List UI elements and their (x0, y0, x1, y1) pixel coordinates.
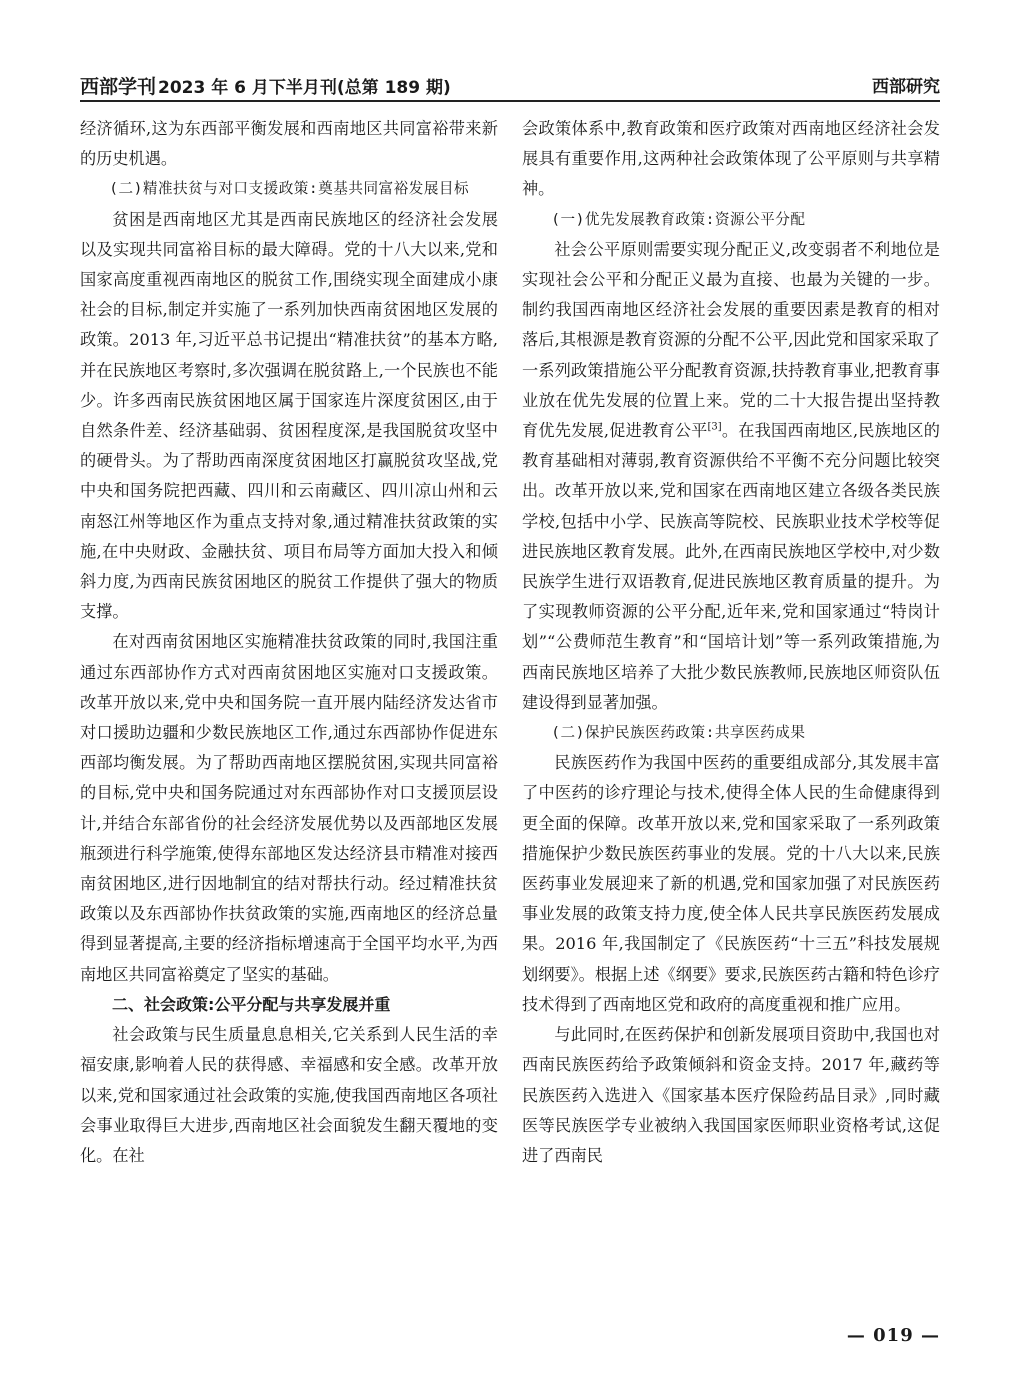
issue-info: 2023 年 6 月下半月刊(总第 189 期) (158, 78, 451, 98)
paragraph-text: 。在我国西南地区,民族地区的教育基础相对薄弱,教育资源供给不平衡不充分问题比较突出。改革开放以来,党和国家在西南地区建立各级各类民族学校,包括中小学、民族高等院校、民族职业技术学校等促进民族地区教育发展。此外,在西南民族地区学校中,对少数民族学生进行双语教育,促进民族地区教育质量的提升。为了实现教师资源的公平分配,近年来,党和国家通过“特岗计划”“公费师范生教育”和“国培计划”等一系列政策措施,为西南民族地区培养了大批少数民族教师,民族地区师资队伍建设得到显著加强。 (522, 421, 940, 712)
journal-logo: 西部学刊 (80, 76, 157, 98)
header-divider (80, 100, 940, 102)
section-name: 西部研究 (872, 77, 940, 97)
paragraph-continued: 经济循环,这为东西部平衡发展和西南地区共同富裕带来新的历史机遇。 (80, 119, 498, 169)
running-header (80, 70, 940, 100)
paragraph-continued: 会政策体系中,教育政策和医疗政策对西南地区经济社会发展具有重要作用,这两种社会政策体现了公平原则与共享精神。 (522, 119, 940, 199)
left-column (80, 114, 498, 1171)
paragraph: 民族医药作为我国中医药的重要组成部分,其发展丰富了中医药的诊疗理论与技术,使得全体人民的生命健康得到更全面的保障。改革开放以来,党和国家采取了一系列政策措施保护少数民族医药事业的发展。党的十八大以来,民族医药事业发展迎来了新的机遇,党和国家加强了对民族医药事业发展的政策支持力度,使全体人民共享民族医药发展成果。2016 年,我国制定了《民族医药“十三五”科技发展规划纲要》。根据上述《纲要》要求,民族医药古籍和特色诊疗技术得到了西南地区党和政府的高度重视和推广应用。 (522, 753, 940, 1014)
paragraph: 社会政策与民生质量息息相关,它关系到人民生活的幸福安康,影响着人民的获得感、幸福感和安全感。改革开放以来,党和国家通过社会政策的实施,使我国西南地区各项社会事业取得巨大进步,西南地区社会面貌发生翻天覆地的变化。在社 (80, 1025, 498, 1165)
section-heading: 二、社会政策:公平分配与共享发展并重 (112, 994, 391, 1014)
paragraph-text: 社会公平原则需要实现分配正义,改变弱者不利地位是实现社会公平和分配正义最为直接、也最为关键的一步。制约我国西南地区经济社会发展的重要因素是教育的相对落后,其根源是教育资源的分配不公平,因此党和国家采取了一系列政策措施公平分配教育资源,扶持教育事业,把教育事业放在优先发展的位置上来。党的二十大报告提出坚持教育优先发展,促进教育公平 (522, 239, 940, 441)
page-number: — 019 — (846, 1325, 940, 1346)
right-column (522, 114, 940, 1171)
paragraph: 在对西南贫困地区实施精准扶贫政策的同时,我国注重通过东西部协作方式对西南贫困地区实施对口支援政策。改革开放以来,党中央和国务院一直开展内陆经济发达省市对口援助边疆和少数民族地区工作,通过东西部协作促进东西部均衡发展。为了帮助西南地区摆脱贫困,实现共同富裕的目标,党中央和国务院通过对东西部协作对口支援顶层设计,并结合东部省份的社会经济发展优势以及西部地区发展瓶颈进行科学施策,使得东部地区发达经济县市精准对接西南贫困地区,进行因地制宜的结对帮扶行动。经过精准扶贫政策以及东西部协作扶贫政策的实施,西南地区的经济总量得到显著提高,主要的经济指标增速高于全国平均水平,为西南地区共同富裕奠定了坚实的基础。 (80, 632, 498, 984)
paragraph: 与此同时,在医药保护和创新发展项目资助中,我国也对西南民族医药给予政策倾斜和资金支持。2017 年,藏药等民族医药入选进入《国家基本医疗保险药品目录》,同时藏医等民族医学专业被纳入我国国家医师职业资格考试,这促进了西南民 (522, 1025, 940, 1165)
journal-issue-line (80, 72, 451, 99)
paragraph: 贫困是西南地区尤其是西南民族地区的经济社会发展以及实现共同富裕目标的最大障碍。党的十八大以来,党和国家高度重视西南地区的脱贫工作,围绕实现全面建成小康社会的目标,制定并实施了一系列加快西南贫困地区发展的政策。2013 年,习近平总书记提出“精准扶贫”的基本方略,并在民族地区考察时,多次强调在脱贫路上,一个民族也不能少。许多西南民族贫困地区属于国家连片深度贫困区,由于自然条件差、经济基础弱、贫困程度深,是我国脱贫攻坚中的硬骨头。为了帮助西南深度贫困地区打赢脱贫攻坚战,党中央和国务院把西藏、四川和云南藏区、四川凉山州和云南怒江州等地区作为重点支持对象,通过精准扶贫政策的实施,在中央财政、金融扶贫、项目布局等方面加大投入和倾斜力度,为西南民族贫困地区的脱贫工作提供了强大的物质支撑。 (80, 209, 498, 622)
citation-ref[interactable]: [3] (707, 421, 722, 433)
subsection-heading: (二)精准扶贫与对口支援政策:奠基共同富裕发展目标 (109, 180, 470, 198)
paragraph-with-citation (522, 235, 940, 718)
subsection-heading: (一)优先发展教育政策:资源公平分配 (551, 210, 806, 228)
subsection-heading: (二)保护民族医药政策:共享医药成果 (551, 724, 806, 742)
